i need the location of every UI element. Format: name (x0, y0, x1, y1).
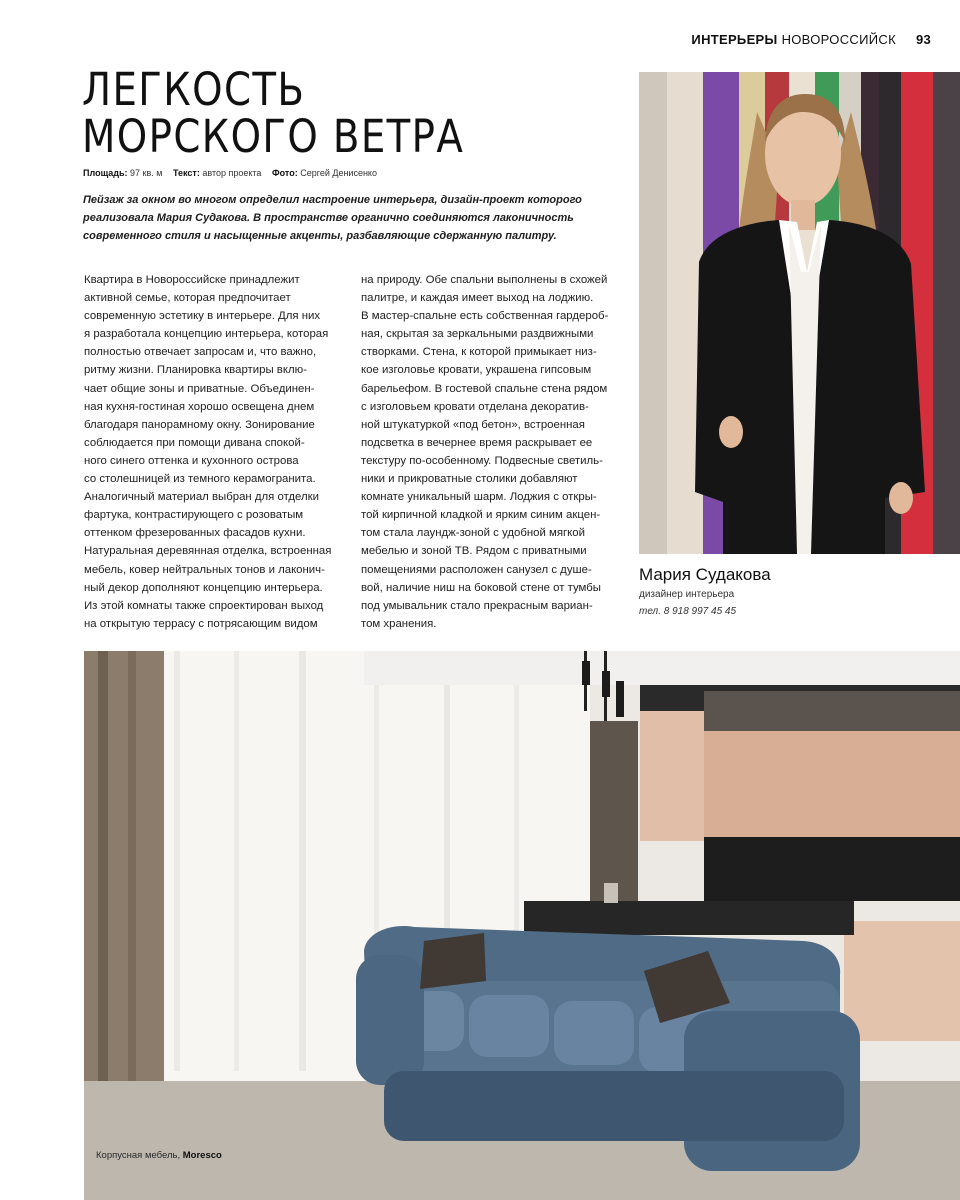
body-line: ный декор дополняют концепцию интерьера. (84, 581, 323, 594)
designer-role: дизайнер интерьера (639, 589, 735, 600)
body-line: той кирпичной кладкой и ярким синим акцен- (361, 509, 601, 522)
body-line: ритму жизни. Планировка квартиры вклю- (84, 364, 307, 377)
body-line: створками. Стена, к которой примыкает низ- (361, 346, 597, 359)
body-line: текстуру по-особенному. Подвесные светиль- (361, 454, 603, 467)
meta-text-label: Текст: (172, 168, 200, 178)
designer-phone: тел. 8 918 997 45 45 (639, 606, 737, 617)
body-line: ного синего оттенка и кухонного острова (84, 454, 299, 467)
body-line: В мастер-спальне есть собственная гардероб- (361, 310, 609, 323)
body-line: ная, скрытая за зеркальными раздвижными (361, 328, 594, 341)
lead-line: Пейзаж за окном во многом определил настроение интерьера, дизайн-проект которого (83, 194, 582, 206)
header-city: НОВОРОССИЙСК (781, 31, 896, 47)
body-line: мебель, ковер нейтральных тонов и лаконич- (84, 563, 325, 576)
body-line: том стала лаундж-зоной с удобной мягкой (361, 527, 585, 540)
page-number: 93 (915, 31, 931, 47)
body-line: Квартира в Новороссийске принадлежит (84, 274, 300, 286)
kitchen-island (524, 901, 854, 935)
body-line: мебелью и зоной ТВ. Рядом с приватными (361, 545, 587, 558)
body-line: активной семье, которая предпочитает (84, 292, 291, 305)
article-meta (83, 168, 377, 178)
body-line: помещениями расположен санузел с душе- (361, 563, 592, 576)
body-line: соблюдается при помощи дивана спокой- (84, 436, 305, 449)
header-section-title (691, 32, 896, 47)
body-line: том хранения. (361, 617, 437, 630)
body-column-1 (84, 271, 346, 633)
page-header (691, 30, 931, 48)
lead-line: современного стиля и насыщенные акценты, разбавляющие сдержанную палитру. (83, 230, 557, 242)
credit-label: Корпусная мебель, (96, 1150, 181, 1161)
article-title (82, 63, 529, 163)
body-line: я разработала концепцию интерьера, которая (84, 328, 329, 341)
lead-paragraph (83, 191, 613, 245)
body-line: на природу. Обе спальни выполнены в схожей (361, 274, 608, 286)
designer-name: Мария Судакова (639, 565, 771, 584)
body-line: кое изголовье кровати, украшена гипсовым (361, 364, 592, 377)
credit-brand: Moresco (182, 1150, 222, 1161)
lead-line: реализовала Мария Судакова. В пространстве органично соединяются лаконичность (83, 212, 574, 224)
meta-area-label: Площадь: (83, 168, 128, 178)
body-column-2 (361, 271, 623, 633)
body-line: Аналогичный материал выбран для отделки (84, 491, 320, 504)
body-line: барельефом. В гостевой спальне стена рядом (361, 382, 608, 395)
body-line: чает общие зоны и приватные. Объединен- (84, 382, 315, 395)
body-line: оттенком фрезерованных фасадов кухни. (84, 527, 306, 540)
body-line: ной штукатуркой «под бетон», встроенная (361, 418, 585, 431)
title-line-2: МОРСКОГО ВЕТРА (82, 110, 465, 163)
title-line-1: ЛЕГКОСТЬ (82, 63, 306, 116)
body-line: полностью отвечает запросам и, что важно, (84, 346, 317, 359)
body-line: на открытую террасу с потрясающим видом (84, 617, 318, 630)
meta-area-value: 97 кв. м (130, 168, 163, 178)
throw-pillow (420, 933, 486, 989)
body-line: ная кухня-гостиная хорошо освещена днем (84, 400, 315, 413)
body-line: с изголовьем кровати отделана декоратив- (361, 400, 589, 413)
body-line: комнате уникальный шарм. Лоджия с откры- (361, 491, 597, 504)
photo-credit (96, 1150, 222, 1161)
body-line: со столешницей из темного керамогранита. (84, 473, 316, 486)
body-line: благодаря панорамному окну. Зонирование (84, 418, 315, 431)
header-section: ИНТЕРЬЕРЫ (691, 31, 778, 47)
meta-text-value: автор проекта (202, 168, 262, 178)
body-line: Из этой комнаты также спроектирован выход (84, 599, 324, 612)
body-line: Натуральная деревянная отделка, встроенная (84, 545, 332, 558)
body-line: современную эстетику в интерьере. Для них (84, 310, 321, 323)
meta-photo-value: Сергей Денисенко (300, 168, 377, 178)
interior-photo (84, 651, 960, 1200)
body-line: вой, наличие ниш на боковой стене от тумбы (361, 581, 601, 594)
meta-photo-label: Фото: (271, 168, 298, 178)
designer-portrait (639, 72, 960, 554)
ceiling (364, 651, 960, 685)
body-line: под умывальник стало прекрасным вариан- (361, 599, 593, 612)
decor-vase (604, 883, 618, 903)
body-line: ники и прикроватные столики добавляют (361, 473, 578, 486)
body-line: палитре, и каждая имеет выход на лоджию. (361, 292, 594, 305)
body-line: фартука, контрастирующего с розоватым (84, 509, 304, 522)
body-line: подсветка в вечернее время раскрывает ее (361, 436, 593, 449)
